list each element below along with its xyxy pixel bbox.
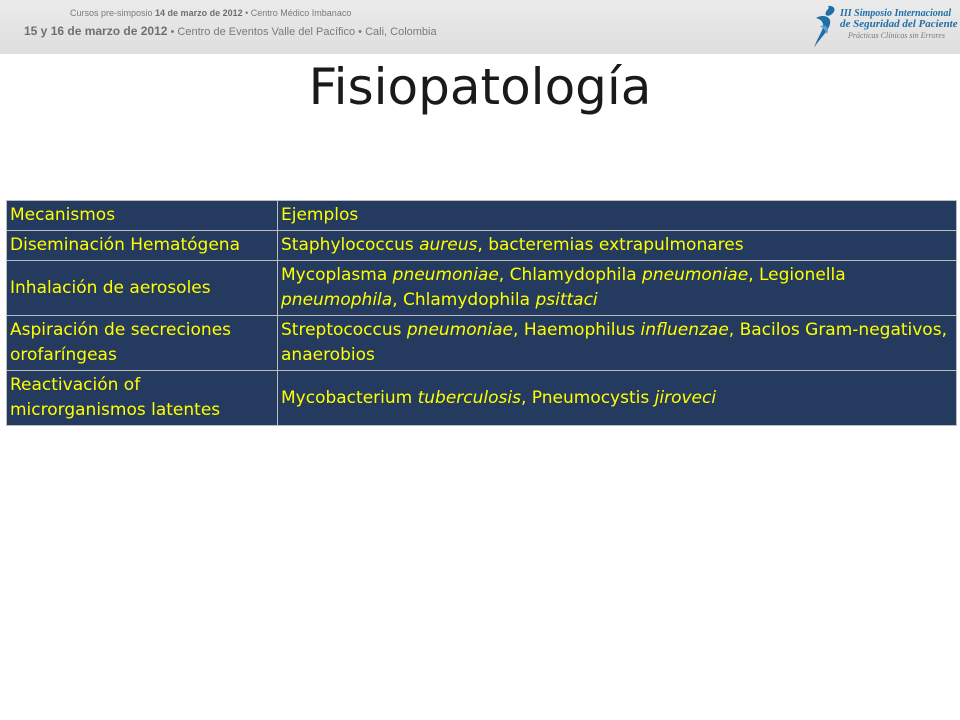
event-line-1 (70, 8, 351, 18)
mechanism-cell: Diseminación Hematógena (7, 231, 278, 261)
examples-cell (278, 231, 957, 261)
slide-title: Fisiopatología (308, 58, 652, 116)
table-row (7, 261, 957, 316)
mechanism-cell: Inhalación de aerosoles (7, 261, 278, 316)
logo-line-2: de Seguridad del Paciente (840, 18, 958, 30)
figure-swoosh-icon (810, 4, 840, 50)
event-line-1-pre: Cursos pre-simposio (70, 8, 153, 18)
header-band (0, 0, 960, 54)
species-name: aureus (419, 235, 478, 255)
table-row (7, 316, 957, 371)
example-text: , Chlamydophila (498, 265, 643, 285)
species-name: pneumoniae (406, 320, 514, 340)
species-name: psittaci (535, 290, 598, 310)
event-line-1-post: • Centro Médico Imbanaco (245, 8, 352, 18)
example-text: Mycobacterium (281, 387, 418, 408)
logo-line-3: Prácticas Clínicas sin Errores (848, 31, 945, 40)
example-text: , Legionella (748, 265, 846, 285)
mechanism-cell: Aspiración de secreciones orofaríngeas (7, 316, 278, 371)
mechanism-cell: Reactivación of microrganismos latentes (7, 371, 278, 426)
example-text: , bacteremias extrapulmonares (477, 235, 744, 255)
example-text: , Pneumocystis (520, 387, 655, 408)
event-line-2-post: • Centro de Eventos Valle del Pacífico • Cali, Colombia (170, 26, 437, 38)
table-row (7, 231, 957, 261)
table-header-row (7, 201, 957, 231)
species-name: tuberculosis (417, 387, 521, 408)
example-text: , Haemophilus (513, 320, 641, 340)
example-text: , Bacilos Gram-negativos, anaerobios (281, 320, 947, 365)
example-text: Staphylococcus (281, 235, 420, 255)
header-mechanisms: Mecanismos (7, 201, 278, 231)
example-text: Streptococcus (281, 320, 407, 340)
mechanisms-table (6, 200, 957, 426)
event-line-2-date: 15 y 16 de marzo de 2012 (24, 24, 168, 38)
example-text: Mycoplasma (281, 265, 393, 285)
event-line-2 (24, 24, 437, 38)
examples-cell (278, 371, 957, 426)
species-name: pneumophila (281, 290, 393, 310)
species-name: influenzae (640, 320, 729, 340)
examples-cell (278, 261, 957, 316)
example-text: , Chlamydophila (392, 290, 536, 310)
symposium-logo (810, 4, 958, 52)
table-row (7, 371, 957, 426)
species-name: pneumoniae (642, 265, 749, 285)
examples-cell (278, 316, 957, 371)
header-examples: Ejemplos (278, 201, 957, 231)
logo-text (840, 8, 958, 41)
event-line-1-date: 14 de marzo de 2012 (155, 8, 243, 18)
logo-line-1: III Simposio Internacional (840, 8, 952, 19)
species-name: pneumoniae (392, 265, 499, 285)
species-name: jiroveci (654, 387, 717, 408)
